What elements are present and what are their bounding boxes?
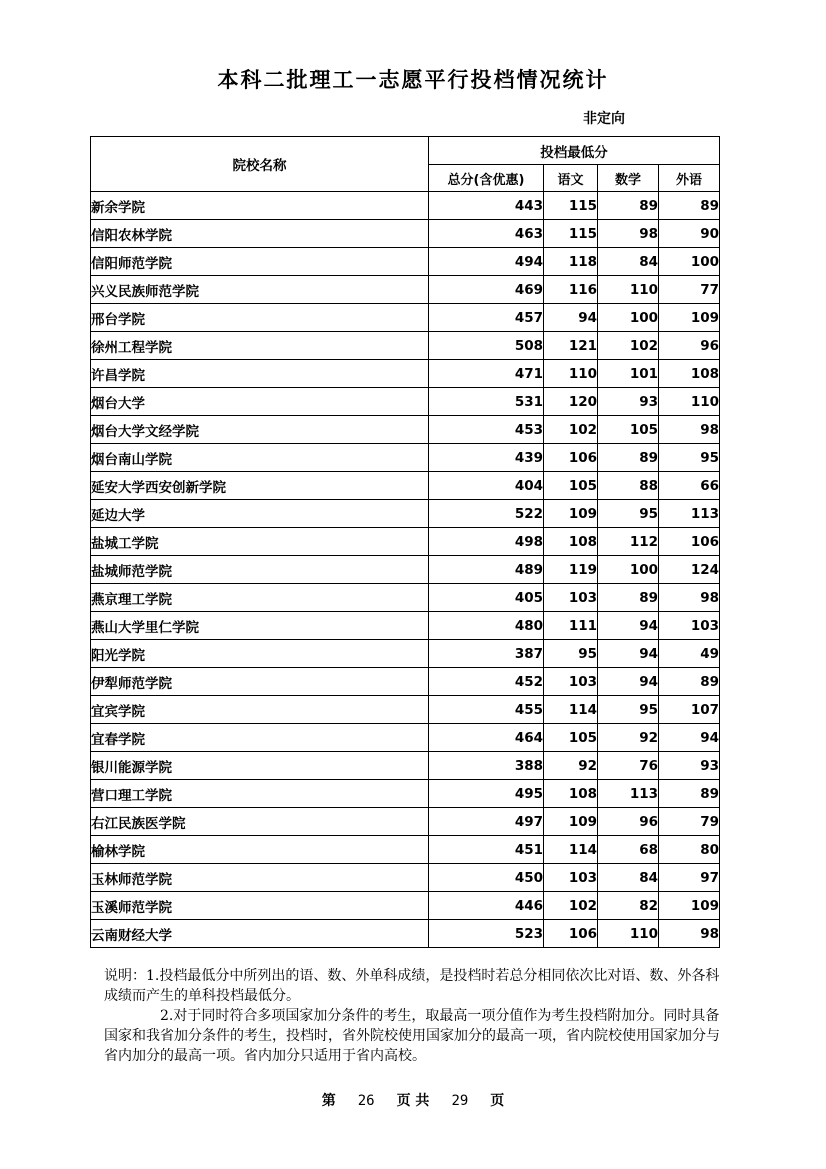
header-school-name: 院校名称 [91, 137, 429, 192]
table-row [91, 416, 720, 444]
total-score-cell: 531 [429, 388, 544, 416]
math-score-cell: 89 [598, 584, 659, 612]
total-score-cell: 469 [429, 276, 544, 304]
total-score-cell: 446 [429, 892, 544, 920]
chinese-score-cell: 115 [544, 220, 598, 248]
footer-current-page: 26 [357, 1093, 375, 1109]
chinese-score-cell: 119 [544, 556, 598, 584]
header-total-score: 总分(含优惠) [429, 165, 544, 192]
total-score-cell: 480 [429, 612, 544, 640]
school-name-cell: 玉溪师范学院 [91, 892, 429, 920]
table-row [91, 444, 720, 472]
english-score-cell: 77 [659, 276, 720, 304]
table-row [91, 752, 720, 780]
chinese-score-cell: 111 [544, 612, 598, 640]
total-score-cell: 498 [429, 528, 544, 556]
english-score-cell: 89 [659, 780, 720, 808]
total-score-cell: 497 [429, 808, 544, 836]
total-score-cell: 404 [429, 472, 544, 500]
table-row [91, 640, 720, 668]
note-1: 说明：1.投档最低分中所列出的语、数、外单科成绩，是投档时若总分相同依次比对语、数、外各科成绩而产生的单科投档最低分。 [104, 968, 720, 1004]
table-row [91, 668, 720, 696]
total-score-cell: 463 [429, 220, 544, 248]
math-score-cell: 84 [598, 864, 659, 892]
header-english: 外语 [659, 165, 720, 192]
chinese-score-cell: 116 [544, 276, 598, 304]
school-name-cell: 兴义民族师范学院 [91, 276, 429, 304]
header-math: 数学 [598, 165, 659, 192]
math-score-cell: 100 [598, 556, 659, 584]
school-name-cell: 延边大学 [91, 500, 429, 528]
total-score-cell: 471 [429, 360, 544, 388]
table-row [91, 388, 720, 416]
english-score-cell: 96 [659, 332, 720, 360]
total-score-cell: 451 [429, 836, 544, 864]
table-row [91, 864, 720, 892]
school-name-cell: 阳光学院 [91, 640, 429, 668]
table-row [91, 612, 720, 640]
chinese-score-cell: 103 [544, 864, 598, 892]
chinese-score-cell: 92 [544, 752, 598, 780]
school-name-cell: 燕山大学里仁学院 [91, 612, 429, 640]
school-name-cell: 云南财经大学 [91, 920, 429, 948]
total-score-cell: 464 [429, 724, 544, 752]
english-score-cell: 79 [659, 808, 720, 836]
school-name-cell: 营口理工学院 [91, 780, 429, 808]
chinese-score-cell: 109 [544, 500, 598, 528]
table-row [91, 360, 720, 388]
math-score-cell: 92 [598, 724, 659, 752]
math-score-cell: 101 [598, 360, 659, 388]
math-score-cell: 95 [598, 696, 659, 724]
math-score-cell: 110 [598, 276, 659, 304]
chinese-score-cell: 115 [544, 192, 598, 220]
school-name-cell: 玉林师范学院 [91, 864, 429, 892]
english-score-cell: 106 [659, 528, 720, 556]
math-score-cell: 95 [598, 500, 659, 528]
math-score-cell: 112 [598, 528, 659, 556]
math-score-cell: 110 [598, 920, 659, 948]
school-name-cell: 新余学院 [91, 192, 429, 220]
chinese-score-cell: 109 [544, 808, 598, 836]
total-score-cell: 455 [429, 696, 544, 724]
total-score-cell: 443 [429, 192, 544, 220]
table-row [91, 724, 720, 752]
math-score-cell: 76 [598, 752, 659, 780]
chinese-score-cell: 103 [544, 584, 598, 612]
table-row [91, 332, 720, 360]
math-score-cell: 94 [598, 668, 659, 696]
math-score-cell: 89 [598, 192, 659, 220]
english-score-cell: 49 [659, 640, 720, 668]
school-name-cell: 银川能源学院 [91, 752, 429, 780]
table-row [91, 220, 720, 248]
table-row [91, 472, 720, 500]
chinese-score-cell: 102 [544, 892, 598, 920]
chinese-score-cell: 105 [544, 472, 598, 500]
school-name-cell: 宜宾学院 [91, 696, 429, 724]
english-score-cell: 98 [659, 416, 720, 444]
school-name-cell: 许昌学院 [91, 360, 429, 388]
school-name-cell: 燕京理工学院 [91, 584, 429, 612]
total-score-cell: 508 [429, 332, 544, 360]
total-score-cell: 457 [429, 304, 544, 332]
english-score-cell: 89 [659, 192, 720, 220]
table-row [91, 920, 720, 948]
english-score-cell: 109 [659, 304, 720, 332]
english-score-cell: 90 [659, 220, 720, 248]
total-score-cell: 489 [429, 556, 544, 584]
total-score-cell: 522 [429, 500, 544, 528]
chinese-score-cell: 105 [544, 724, 598, 752]
admission-score-table [90, 136, 720, 948]
english-score-cell: 98 [659, 584, 720, 612]
table-row [91, 584, 720, 612]
school-name-cell: 榆林学院 [91, 836, 429, 864]
math-score-cell: 102 [598, 332, 659, 360]
page-title: 本科二批理工一志愿平行投档情况统计 [217, 68, 609, 92]
note-2: 2.对于同时符合多项国家加分条件的考生，取最高一项分值作为考生投档附加分。同时具备国家和我省加分条件的考生，投档时，省外院校使用国家加分的最高一项，省内院校使用国家加分与省内加分的最高一项。省内加分只适用于省内高校。 [104, 1008, 720, 1064]
chinese-score-cell: 108 [544, 780, 598, 808]
english-score-cell: 95 [659, 444, 720, 472]
total-score-cell: 453 [429, 416, 544, 444]
page-footer [0, 1090, 826, 1110]
chinese-score-cell: 106 [544, 920, 598, 948]
english-score-cell: 89 [659, 668, 720, 696]
chinese-score-cell: 94 [544, 304, 598, 332]
math-score-cell: 100 [598, 304, 659, 332]
chinese-score-cell: 103 [544, 668, 598, 696]
total-score-cell: 494 [429, 248, 544, 276]
table-row [91, 696, 720, 724]
chinese-score-cell: 121 [544, 332, 598, 360]
total-score-cell: 388 [429, 752, 544, 780]
english-score-cell: 109 [659, 892, 720, 920]
table-row [91, 780, 720, 808]
english-score-cell: 100 [659, 248, 720, 276]
table-row [91, 556, 720, 584]
header-chinese: 语文 [544, 165, 598, 192]
table-row [91, 304, 720, 332]
english-score-cell: 108 [659, 360, 720, 388]
table-row [91, 836, 720, 864]
math-score-cell: 98 [598, 220, 659, 248]
math-score-cell: 113 [598, 780, 659, 808]
school-name-cell: 伊犁师范学院 [91, 668, 429, 696]
total-score-cell: 523 [429, 920, 544, 948]
math-score-cell: 82 [598, 892, 659, 920]
table-row [91, 192, 720, 220]
header-min-score-group: 投档最低分 [429, 137, 720, 165]
english-score-cell: 94 [659, 724, 720, 752]
english-score-cell: 97 [659, 864, 720, 892]
school-name-cell: 盐城工学院 [91, 528, 429, 556]
total-score-cell: 452 [429, 668, 544, 696]
category-label: 非定向 [583, 111, 625, 127]
chinese-score-cell: 95 [544, 640, 598, 668]
math-score-cell: 94 [598, 612, 659, 640]
table-row [91, 808, 720, 836]
school-name-cell: 徐州工程学院 [91, 332, 429, 360]
chinese-score-cell: 120 [544, 388, 598, 416]
total-score-cell: 439 [429, 444, 544, 472]
footer-word-ye-gong: 页 共 [396, 1093, 430, 1109]
table-row [91, 248, 720, 276]
math-score-cell: 94 [598, 640, 659, 668]
table-row [91, 276, 720, 304]
footer-word-di: 第 [321, 1093, 336, 1109]
english-score-cell: 124 [659, 556, 720, 584]
total-score-cell: 450 [429, 864, 544, 892]
school-name-cell: 烟台大学文经学院 [91, 416, 429, 444]
math-score-cell: 84 [598, 248, 659, 276]
school-name-cell: 信阳农林学院 [91, 220, 429, 248]
school-name-cell: 右江民族医学院 [91, 808, 429, 836]
math-score-cell: 88 [598, 472, 659, 500]
english-score-cell: 93 [659, 752, 720, 780]
school-name-cell: 邢台学院 [91, 304, 429, 332]
total-score-cell: 495 [429, 780, 544, 808]
math-score-cell: 96 [598, 808, 659, 836]
chinese-score-cell: 118 [544, 248, 598, 276]
english-score-cell: 113 [659, 500, 720, 528]
math-score-cell: 93 [598, 388, 659, 416]
total-score-cell: 405 [429, 584, 544, 612]
school-name-cell: 烟台南山学院 [91, 444, 429, 472]
table-row [91, 500, 720, 528]
table-row [91, 528, 720, 556]
chinese-score-cell: 114 [544, 696, 598, 724]
english-score-cell: 103 [659, 612, 720, 640]
math-score-cell: 68 [598, 836, 659, 864]
math-score-cell: 89 [598, 444, 659, 472]
math-score-cell: 105 [598, 416, 659, 444]
english-score-cell: 107 [659, 696, 720, 724]
english-score-cell: 110 [659, 388, 720, 416]
school-name-cell: 信阳师范学院 [91, 248, 429, 276]
total-score-cell: 387 [429, 640, 544, 668]
school-name-cell: 延安大学西安创新学院 [91, 472, 429, 500]
table-row [91, 892, 720, 920]
english-score-cell: 80 [659, 836, 720, 864]
school-name-cell: 宜春学院 [91, 724, 429, 752]
school-name-cell: 烟台大学 [91, 388, 429, 416]
chinese-score-cell: 106 [544, 444, 598, 472]
footer-word-ye: 页 [490, 1093, 505, 1109]
english-score-cell: 98 [659, 920, 720, 948]
chinese-score-cell: 110 [544, 360, 598, 388]
chinese-score-cell: 114 [544, 836, 598, 864]
english-score-cell: 66 [659, 472, 720, 500]
notes [104, 966, 724, 1066]
footer-total-pages: 29 [451, 1093, 469, 1109]
chinese-score-cell: 108 [544, 528, 598, 556]
school-name-cell: 盐城师范学院 [91, 556, 429, 584]
chinese-score-cell: 102 [544, 416, 598, 444]
